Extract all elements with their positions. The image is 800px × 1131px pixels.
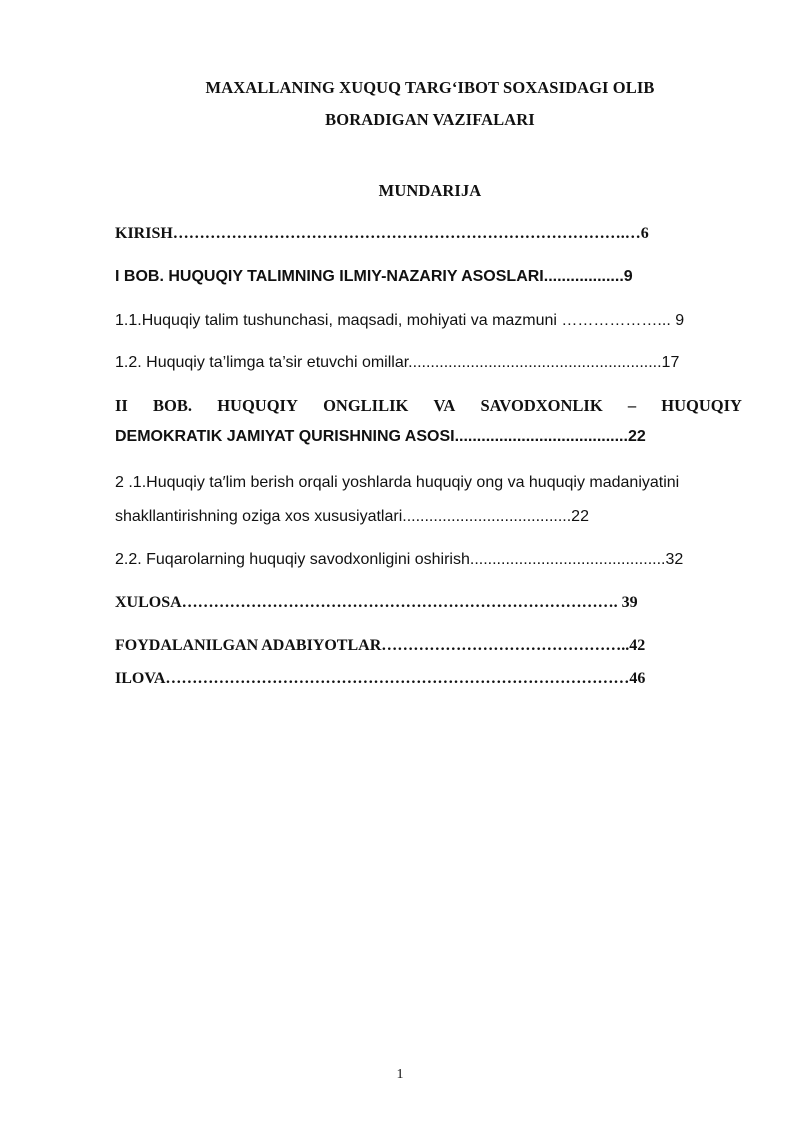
document-title-line-2: BORADIGAN VAZIFALARI: [325, 110, 535, 129]
chapter-2-word: VA: [433, 396, 456, 415]
chapter-2-word: SAVODXONLIK: [480, 396, 603, 415]
toc-entry-2-1-line-1: 2 .1.Huquqiy ta′lim berish orqali yoshlarda huquqiy ong va huquqiy madaniyatini: [115, 474, 680, 491]
chapter-2-word: ONGLILIK: [323, 396, 409, 415]
toc-entry-chapter-1: I BOB. HUQUQIY TALIMNING ILMIY-NAZARIY ASOSLARI..................9: [115, 268, 633, 285]
document-title-line-1: MAXALLANING XUQUQ TARG‘IBOT SOXASIDAGI OLIB: [205, 78, 655, 97]
toc-entry-kirish: KIRISH………………………………………………………………………….…6: [115, 225, 649, 242]
toc-heading: MUNDARIJA: [378, 181, 482, 200]
toc-entry-xulosa: XULOSA………………………………………………………………………. 39: [115, 594, 638, 611]
toc-entry-ilova: ILOVA……………………………………………………………………………46: [115, 670, 646, 687]
chapter-2-word: HUQUQIY: [217, 396, 298, 415]
toc-entry-chapter-2-line-1: [115, 396, 742, 416]
chapter-2-word: II: [115, 396, 128, 415]
toc-entry-chapter-2-line-2: DEMOKRATIK JAMIYAT QURISHNING ASOSI.......................................22: [115, 428, 646, 445]
chapter-2-word: –: [627, 396, 637, 415]
toc-entry-2-1-line-2: shakllantirishning oziga xos xususiyatlari......................................22: [115, 508, 589, 525]
page-number: 1: [396, 1067, 404, 1082]
toc-entry-1-1: 1.1.Huquqiy talim tushunchasi, maqsadi, mohiyati va mazmuni ………………... 9: [115, 312, 685, 329]
chapter-2-word: HUQUQIY: [661, 396, 742, 415]
toc-entry-adabiyotlar: FOYDALANILGAN ADABIYOTLAR………………………………………..42: [115, 637, 646, 654]
chapter-2-word: BOB.: [153, 396, 193, 415]
toc-entry-1-2: 1.2. Huquqiy ta’limga ta’sir etuvchi omillar.........................................................17: [115, 354, 680, 371]
toc-entry-2-2: 2.2. Fuqarolarning huquqiy savodxonligini oshirish............................................32: [115, 551, 684, 568]
